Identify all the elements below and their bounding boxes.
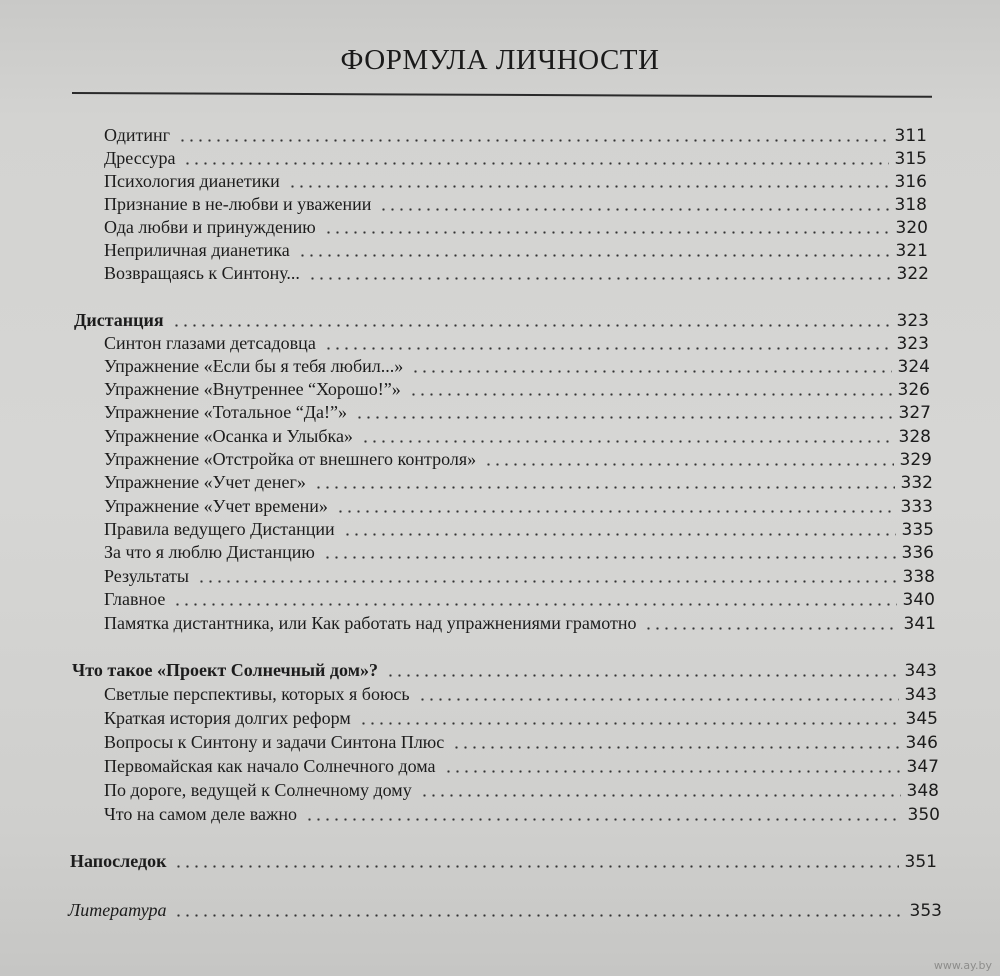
dot-leader: [484, 463, 893, 466]
toc-entry: [104, 682, 937, 706]
dot-leader: [308, 277, 891, 280]
toc-section: [74, 308, 929, 332]
toc-entry: [104, 123, 927, 147]
toc-entry-title: Светлые перспективы, которых я боюсь: [104, 684, 410, 704]
toc-entry-page: 326: [897, 380, 930, 400]
toc-entry-title: Упражнение «Тотальное “Да!”»: [104, 402, 348, 422]
toc-entry: [104, 192, 927, 216]
toc-entry: [104, 261, 929, 285]
dot-leader: [355, 416, 893, 419]
toc-entry-title: Психология дианетики: [104, 171, 280, 191]
toc-entry-page: 348: [906, 781, 939, 801]
dot-leader: [418, 698, 899, 701]
toc-entry-title: Возвращаясь к Синтону...: [104, 263, 300, 283]
running-head: ФОРМУЛА ЛИЧНОСТИ: [340, 44, 660, 76]
toc-entry: [104, 447, 932, 471]
dot-leader: [183, 162, 888, 165]
dot-leader: [173, 603, 896, 606]
toc-entry-title: Результаты: [104, 566, 189, 586]
toc-entry-page: 321: [895, 241, 928, 261]
toc-entry-title: Упражнение «Внутреннее “Хорошо!”»: [104, 379, 401, 399]
toc-entry: [104, 802, 940, 826]
toc-entry-title: Памятка дистантника, или Как работать над упражнениями грамотно: [104, 613, 637, 633]
toc-entry: [104, 564, 935, 588]
toc-entry: [104, 730, 938, 754]
dot-leader: [359, 722, 900, 725]
toc-entry: [104, 470, 933, 494]
toc-entry-page: 320: [895, 218, 928, 238]
toc-entry-page: 323: [896, 334, 929, 354]
toc-entry-page: 335: [901, 520, 934, 540]
dot-leader: [444, 770, 901, 773]
toc-entry: [104, 706, 938, 730]
dot-leader: [305, 818, 902, 821]
dot-leader: [172, 324, 891, 327]
toc-entry-page: 318: [894, 195, 927, 215]
toc-entry: [104, 238, 928, 262]
toc-entry-title: Дрессура: [104, 148, 176, 168]
dot-leader: [343, 533, 896, 536]
dot-leader: [324, 347, 891, 350]
toc-entry: [104, 331, 929, 355]
toc-entry-page: 350: [907, 805, 940, 825]
toc-entry-page: 353: [909, 901, 942, 921]
toc-entry-title: За что я люблю Дистанцию: [104, 542, 315, 562]
toc-entry-title: Упражнение «Если бы я тебя любил...»: [104, 356, 404, 376]
toc-entry-title: Неприличная дианетика: [104, 240, 290, 260]
dot-leader: [379, 208, 888, 211]
toc-section: [70, 849, 937, 873]
toc-entry-page: 340: [902, 590, 935, 610]
toc-entry-page: 343: [904, 685, 937, 705]
toc-entry-page: 338: [902, 567, 935, 587]
toc-entry-title: Вопросы к Синтону и задачи Синтона Плюс: [104, 732, 445, 752]
toc-entry: [104, 494, 933, 518]
toc-entry-page: 351: [904, 852, 937, 872]
dot-leader: [174, 914, 903, 917]
dot-leader: [409, 393, 892, 396]
toc-section: [72, 658, 937, 682]
dot-leader: [411, 370, 891, 373]
toc-entry-page: 328: [898, 427, 931, 447]
toc-entry-page: 316: [894, 172, 927, 192]
toc-entry: [104, 400, 931, 424]
toc-section-title: Литература: [68, 900, 167, 920]
toc-entry-title: Упражнение «Осанка и Улыбка»: [104, 426, 353, 446]
toc-entry-title: Краткая история долгих реформ: [104, 708, 351, 728]
dot-leader: [386, 674, 899, 677]
dot-leader: [197, 580, 897, 583]
toc-entry-page: 346: [905, 733, 938, 753]
toc-entry-page: 327: [898, 403, 931, 423]
toc-entry-page: 315: [894, 149, 927, 169]
toc-entry-title: Что на самом деле важно: [104, 804, 298, 824]
dot-leader: [420, 794, 901, 797]
toc-entry: [104, 424, 931, 448]
watermark: www.ay.by: [933, 959, 992, 972]
dot-leader: [324, 231, 890, 234]
toc-entry: [104, 540, 934, 564]
dot-leader: [336, 510, 895, 513]
toc-entry-title: Синтон глазами детсадовца: [104, 333, 316, 353]
toc-entry: [104, 215, 928, 239]
toc-entry-title: Первомайская как начало Солнечного дома: [104, 756, 436, 776]
toc-entry-page: 347: [906, 757, 939, 777]
toc-entry: [104, 517, 934, 541]
toc-entry-page: 311: [894, 126, 927, 146]
toc-entry: [104, 146, 927, 170]
toc-entry-page: 332: [900, 473, 933, 493]
toc-entry-title: Правила ведущего Дистанции: [104, 519, 335, 539]
toc-entry: [104, 377, 930, 401]
toc-entry-page: 333: [900, 497, 933, 517]
toc-entry-page: 336: [901, 543, 934, 563]
toc-entry-title: Ода любви и принуждению: [104, 217, 316, 237]
toc-entry: [104, 754, 939, 778]
dot-leader: [288, 185, 889, 188]
dot-leader: [644, 627, 897, 630]
dot-leader: [361, 440, 893, 443]
toc-entry-page: 345: [905, 709, 938, 729]
toc-entry-title: Упражнение «Отстройка от внешнего контроля»: [104, 449, 477, 469]
toc-section-title: Дистанция: [74, 310, 164, 330]
toc-entry-title: Упражнение «Учет времени»: [104, 496, 328, 516]
toc-entry-page: 341: [903, 614, 936, 634]
toc-entry-title: Главное: [104, 589, 166, 609]
toc-entry-title: По дороге, ведущей к Солнечному дому: [104, 780, 412, 800]
toc-entry: [104, 778, 939, 802]
dot-leader: [178, 139, 888, 142]
toc-section: [68, 898, 942, 922]
toc-entry: [104, 354, 930, 378]
dot-leader: [314, 486, 895, 489]
toc-entry-title: Признание в не-любви и уважении: [104, 194, 372, 214]
dot-leader: [174, 865, 898, 868]
toc-entry-title: Упражнение «Учет денег»: [104, 472, 306, 492]
toc-entry-page: 329: [899, 450, 932, 470]
toc-entry: [104, 611, 936, 635]
toc-entry-page: 323: [896, 311, 929, 331]
toc-entry: [104, 587, 935, 611]
dot-leader: [298, 254, 890, 257]
toc-entry-page: 324: [897, 357, 930, 377]
toc-entry: [104, 169, 927, 193]
toc-entry-title: Одитинг: [104, 125, 171, 145]
toc-section-title: Напоследок: [70, 851, 167, 871]
dot-leader: [323, 556, 896, 559]
toc-section-title: Что такое «Проект Солнечный дом»?: [72, 660, 378, 680]
toc-entry-page: 343: [904, 661, 937, 681]
dot-leader: [452, 746, 899, 749]
toc-entry-page: 322: [896, 264, 929, 284]
